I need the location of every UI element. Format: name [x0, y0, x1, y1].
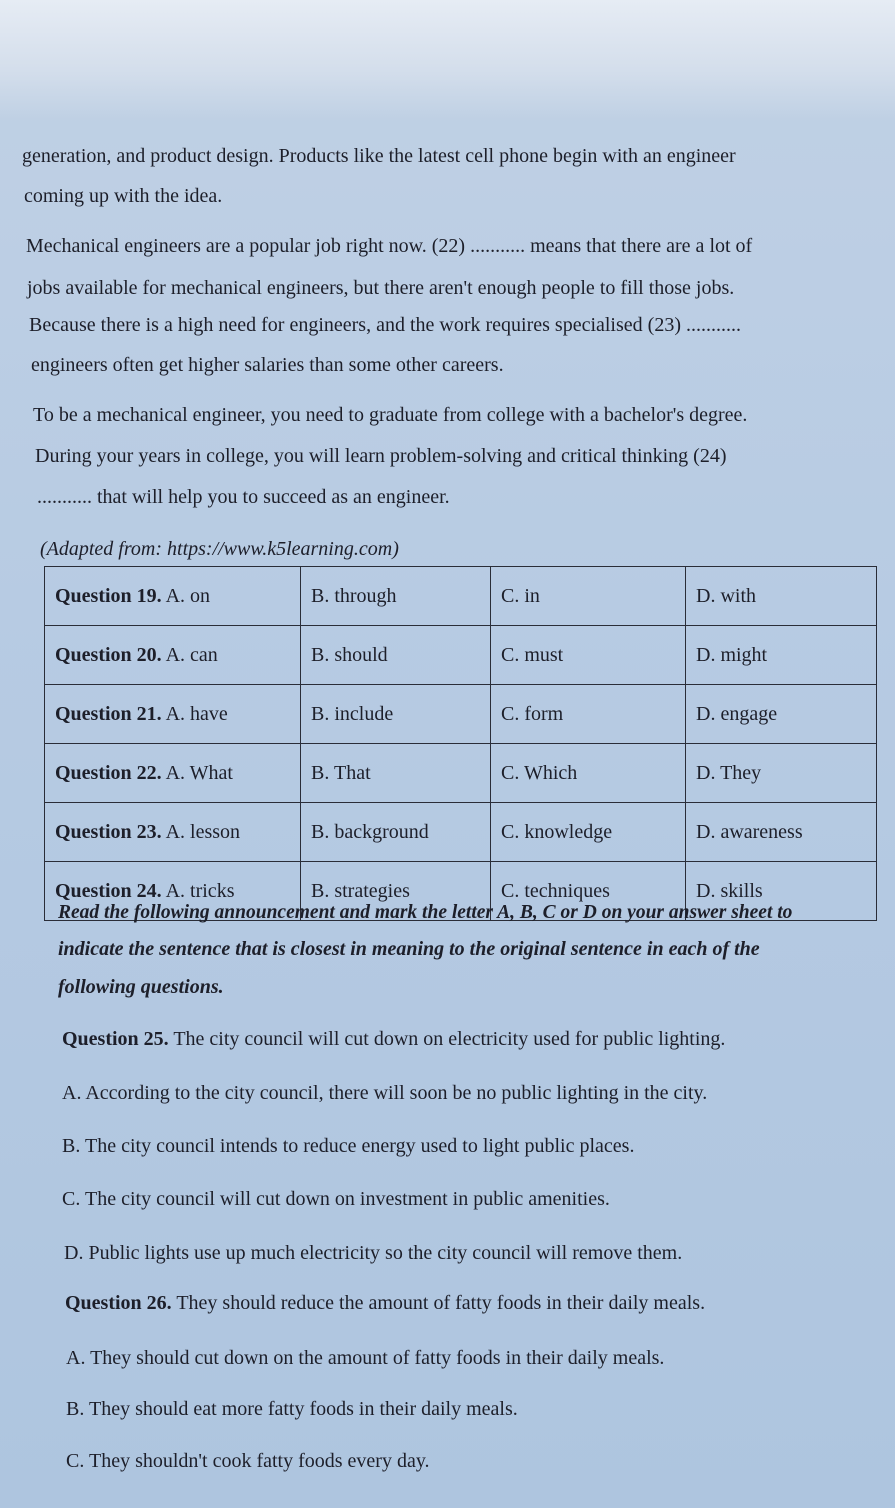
q26-option-a: A. They should cut down on the amount of fatty foods in their daily meals. — [66, 1347, 665, 1369]
instruction-line: indicate the sentence that is closest in meaning to the original sentence in each of the — [58, 938, 760, 960]
question-number: Question 24. — [55, 879, 162, 902]
q25-option-b: B. The city council intends to reduce energy used to light public places. — [62, 1135, 635, 1157]
passage-line: ........... that will help you to succeed as an engineer. — [37, 486, 450, 508]
option-c: C. form — [491, 685, 686, 744]
option-a: A. What — [165, 761, 233, 784]
question-cell — [45, 803, 301, 862]
question-cell — [45, 626, 301, 685]
option-d: D. skills — [686, 862, 877, 921]
instruction-line: Read the following announcement and mark the letter A, B, C or D on your answer sheet to — [58, 902, 793, 923]
table-row — [45, 567, 877, 626]
question-cell — [45, 744, 301, 803]
question-cell — [45, 567, 301, 626]
option-d: D. with — [686, 567, 877, 626]
option-c: C. must — [491, 626, 686, 685]
option-a: A. lesson — [165, 820, 241, 843]
option-b: B. That — [301, 744, 491, 803]
table-row — [45, 626, 877, 685]
question-number: Question 22. — [55, 761, 162, 784]
passage-line: generation, and product design. Products like the latest cell phone begin with an engineer — [22, 145, 736, 167]
option-a: A. on — [165, 584, 211, 607]
option-c: C. Which — [491, 744, 686, 803]
option-c: C. knowledge — [491, 803, 686, 862]
passage-line: coming up with the idea. — [24, 185, 223, 207]
answer-options-table — [44, 566, 877, 921]
option-b: B. include — [301, 685, 491, 744]
passage-line: To be a mechanical engineer, you need to graduate from college with a bachelor's degree. — [33, 404, 748, 426]
option-d: D. engage — [686, 685, 877, 744]
question-stem: They should reduce the amount of fatty foods in their daily meals. — [176, 1292, 706, 1314]
q26-option-c: C. They shouldn't cook fatty foods every day. — [66, 1450, 430, 1472]
passage-line: engineers often get higher salaries than some other careers. — [31, 354, 504, 376]
table-row — [45, 744, 877, 803]
option-b: B. should — [301, 626, 491, 685]
question-cell — [45, 685, 301, 744]
option-a: A. have — [165, 702, 228, 725]
q25-option-a: A. According to the city council, there will soon be no public lighting in the city. — [62, 1082, 708, 1104]
table-row — [45, 685, 877, 744]
q25-option-c: C. The city council will cut down on investment in public amenities. — [62, 1188, 610, 1210]
question-stem: The city council will cut down on electricity used for public lighting. — [173, 1028, 726, 1050]
option-d: D. might — [686, 626, 877, 685]
passage-source: (Adapted from: https://www.k5learning.com) — [40, 538, 399, 560]
option-b: B. strategies — [301, 862, 491, 921]
passage-line: During your years in college, you will learn problem-solving and critical thinking (24) — [35, 445, 727, 467]
instruction-line: following questions. — [58, 976, 224, 998]
question-26 — [65, 1290, 705, 1316]
question-label: Question 25. — [62, 1028, 169, 1050]
option-b: B. background — [301, 803, 491, 862]
option-d: D. They — [686, 744, 877, 803]
question-number: Question 20. — [55, 643, 162, 666]
question-number: Question 21. — [55, 702, 162, 725]
option-c: C. in — [491, 567, 686, 626]
passage-line: jobs available for mechanical engineers, but there aren't enough people to fill those jobs. — [27, 277, 735, 299]
question-number: Question 23. — [55, 820, 162, 843]
option-a: A. tricks — [165, 879, 235, 902]
option-b: B. through — [301, 567, 491, 626]
passage-line: Because there is a high need for engineers, and the work requires specialised (23) ........... — [29, 314, 741, 336]
option-c: C. techniques — [491, 862, 686, 921]
question-label: Question 26. — [65, 1292, 172, 1314]
question-25 — [62, 1026, 725, 1052]
question-number: Question 19. — [55, 584, 162, 607]
option-a: A. can — [165, 643, 218, 666]
q26-option-b: B. They should eat more fatty foods in their daily meals. — [66, 1398, 518, 1420]
table-row — [45, 803, 877, 862]
q25-option-d: D. Public lights use up much electricity so the city council will remove them. — [64, 1242, 683, 1264]
passage-line: Mechanical engineers are a popular job right now. (22) ........... means that there are a lot of — [26, 235, 753, 257]
option-d: D. awareness — [686, 803, 877, 862]
